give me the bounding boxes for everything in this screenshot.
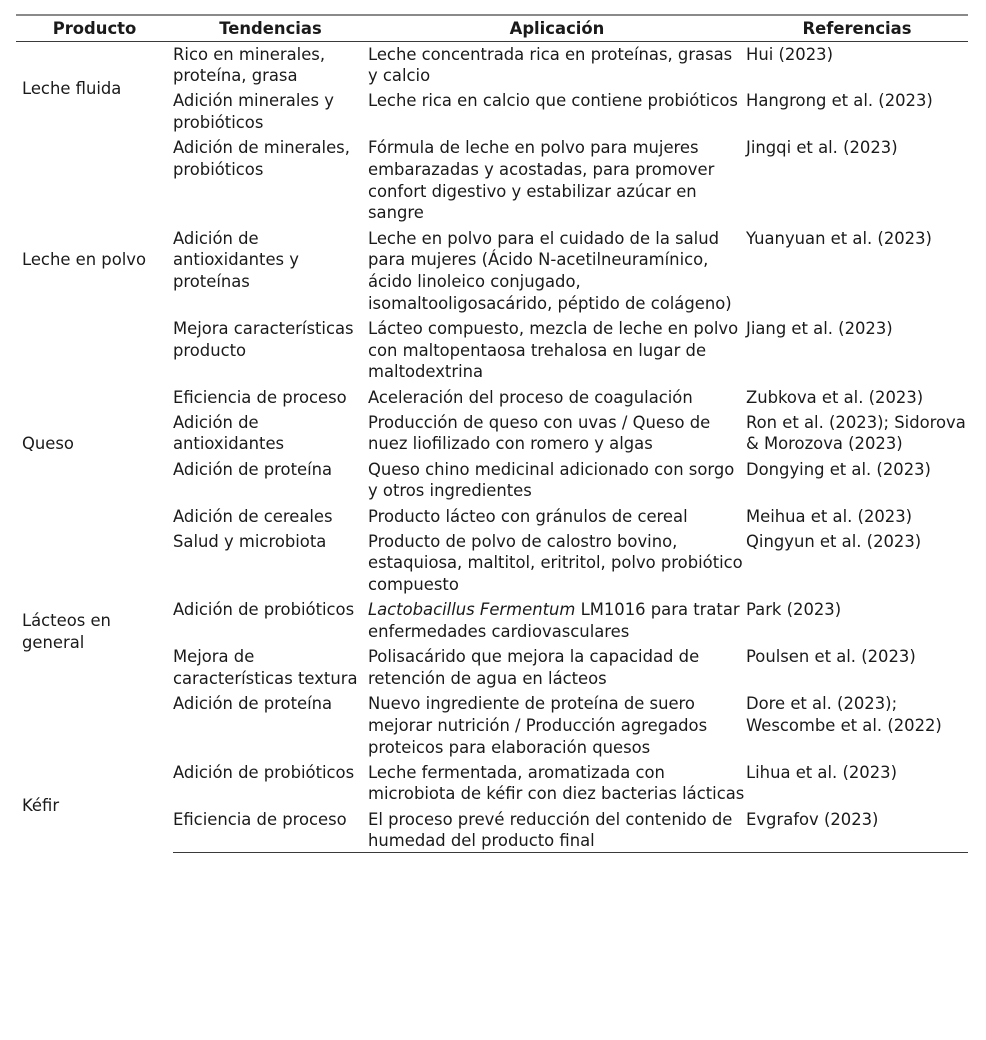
- product-cell: Kéfir: [22, 796, 60, 816]
- trend-cell: Eficiencia de proceso: [173, 387, 347, 407]
- header-tendencias: Tendencias: [173, 15, 368, 42]
- application-cell: Queso chino medicinal adicionado con sorgo y otros ingredientes: [368, 459, 735, 501]
- trend-cell: Adición de probióticos: [173, 600, 355, 620]
- reference-cell: Ron et al. (2023); Sidorova & Morozova (2023): [746, 412, 966, 454]
- trend-cell: Mejora de características textura: [173, 647, 358, 688]
- application-cell: Producto de polvo de calostro bovino, estaquiosa, maltitol, eritritol, polvo probiótico compuesto: [368, 531, 743, 595]
- header-referencias: Referencias: [746, 15, 968, 42]
- trend-cell: Salud y microbiota: [173, 531, 327, 551]
- application-cell: Producción de queso con uvas / Queso de nuez liofilizado con romero y algas: [368, 412, 711, 454]
- reference-cell: Meihua et al. (2023): [746, 506, 913, 526]
- application-cell: Aceleración del proceso de coagulación: [368, 387, 693, 407]
- table-row: [16, 504, 968, 529]
- header-producto: Producto: [16, 15, 173, 42]
- product-cell: Leche fluida: [22, 78, 122, 98]
- table-row: [16, 760, 968, 807]
- reference-cell: Hui (2023): [746, 44, 833, 64]
- application-cell: Fórmula de leche en polvo para mujeres embarazadas y acostadas, para promover confort digestivo y estabilizar azúcar en sangre: [368, 138, 715, 223]
- product-cell: Leche en polvo: [22, 250, 147, 270]
- application-text: LM1016 para tratar enfermedades cardiovasculares: [368, 600, 740, 642]
- table-row: [16, 136, 968, 226]
- application-cell: El proceso prevé reducción del contenido de humedad del producto final: [368, 807, 746, 853]
- reference-cell: Park (2023): [746, 600, 842, 620]
- header-aplicacion: Aplicación: [368, 15, 746, 42]
- table-body: [16, 42, 968, 853]
- reference-cell: Evgrafov (2023): [746, 807, 968, 853]
- header-row: [16, 15, 968, 42]
- application-cell: Producto lácteo con gránulos de cereal: [368, 506, 688, 526]
- trend-cell: Rico en minerales, proteína, grasa: [173, 44, 326, 86]
- reference-cell: Dongying et al. (2023): [746, 459, 931, 479]
- table-row: [16, 385, 968, 410]
- application-cell: Nuevo ingrediente de proteína de suero mejorar nutrición / Producción agregados proteicos para elaboración quesos: [368, 694, 708, 757]
- reference-cell: Lihua et al. (2023): [746, 762, 897, 782]
- dairy-trends-table: [16, 14, 968, 853]
- application-cell: Polisacárido que mejora la capacidad de retención de agua en lácteos: [368, 647, 700, 688]
- application-cell: Leche en polvo para el cuidado de la salud para mujeres (Ácido N-acetilneuramínico, ácido linoleico conjugado, isomaltooligosacárido, péptido de colágeno): [368, 228, 732, 313]
- application-cell: Lácteo compuesto, mezcla de leche en polvo con maltopentaosa trehalosa en lugar de maltodextrina: [368, 318, 739, 382]
- reference-cell: Jiang et al. (2023): [746, 318, 893, 338]
- reference-cell: Zubkova et al. (2023): [746, 387, 924, 407]
- reference-cell: Qingyun et al. (2023): [746, 531, 922, 551]
- reference-cell: Poulsen et al. (2023): [746, 647, 916, 667]
- table-row: [16, 42, 968, 89]
- application-cell: Leche rica en calcio que contiene probióticos: [368, 91, 738, 111]
- reference-cell: Hangrong et al. (2023): [746, 91, 933, 111]
- application-cell: [368, 598, 746, 645]
- trend-cell: Eficiencia de proceso: [173, 807, 368, 853]
- product-cell: Queso: [22, 434, 74, 454]
- trend-cell: Adición de antioxidantes: [173, 412, 285, 454]
- trend-cell: Adición de antioxidantes y proteínas: [173, 228, 299, 292]
- trend-cell: Adición de proteína: [173, 694, 333, 714]
- trend-cell: Adición minerales y probióticos: [173, 91, 334, 133]
- trend-cell: Adición de cereales: [173, 506, 333, 526]
- application-cell: Leche fermentada, aromatizada con microbiota de kéfir con diez bacterias lácticas: [368, 762, 745, 804]
- reference-cell: Jingqi et al. (2023): [746, 138, 898, 158]
- table-header: [16, 15, 968, 42]
- trend-cell: Adición de probióticos: [173, 762, 355, 782]
- product-cell: Lácteos en general: [22, 611, 111, 652]
- trend-cell: Adición de minerales, probióticos: [173, 138, 350, 180]
- species-name: Lactobacillus Fermentum: [368, 600, 576, 620]
- reference-cell: Dore et al. (2023); Wescombe et al. (2022): [746, 694, 942, 735]
- application-cell: Leche concentrada rica en proteínas, grasas y calcio: [368, 44, 733, 86]
- trend-cell: Mejora características producto: [173, 318, 354, 360]
- reference-cell: Yuanyuan et al. (2023): [746, 228, 932, 248]
- trend-cell: Adición de proteína: [173, 459, 333, 479]
